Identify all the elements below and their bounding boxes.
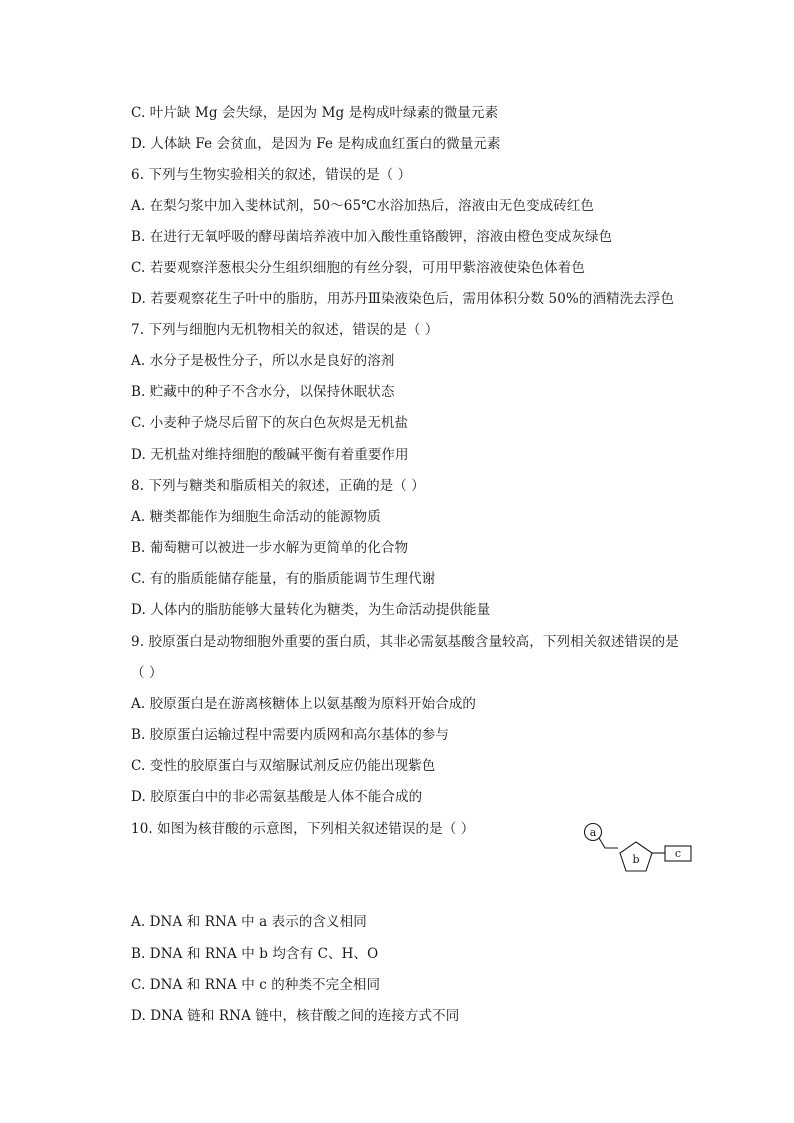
label-b: b: [632, 853, 640, 866]
q10-option-b: B. DNA 和 RNA 中 b 均含有 C、H、O: [131, 946, 379, 962]
label-c: c: [674, 847, 682, 860]
q9-option-d: D. 胶原蛋白中的非必需氨基酸是人体不能合成的: [131, 789, 423, 805]
q6-option-c: C. 若要观察洋葱根尖分生组织细胞的有丝分裂，可用甲紫溶液使染色体着色: [131, 260, 585, 276]
q7-stem: 7. 下列与细胞内无机物相关的叙述，错误的是（ ）: [131, 322, 439, 338]
q7-option-c: C. 小麦种子烧尽后留下的灰白色灰烬是无机盐: [131, 415, 409, 431]
phosphate-sugar-bond: [599, 838, 618, 848]
q8-option-b: B. 葡萄糖可以被进一步水解为更简单的化合物: [131, 540, 409, 556]
q7-option-a: A. 水分子是极性分子，所以水是良好的溶剂: [131, 353, 395, 369]
q9-option-a: A. 胶原蛋白是在游离核糖体上以氨基酸为原料开始合成的: [131, 696, 477, 712]
q10-option-c: C. DNA 和 RNA 中 c 的种类不完全相同: [131, 977, 381, 993]
q9-stem-bracket: （ ）: [131, 665, 163, 681]
q8-option-c: C. 有的脂质能储存能量，有的脂质能调节生理代谢: [131, 571, 436, 587]
nucleotide-diagram: [578, 818, 696, 876]
q5-option-d: D. 人体缺 Fe 会贫血，是因为 Fe 是构成血红蛋白的微量元素: [131, 136, 501, 152]
q6-option-b: B. 在进行无氧呼吸的酵母菌培养液中加入酸性重铬酸钾，溶液由橙色变成灰绿色: [131, 229, 613, 245]
q6-stem: 6. 下列与生物实验相关的叙述，错误的是（ ）: [131, 167, 412, 183]
q9-option-c: C. 变性的胶原蛋白与双缩脲试剂反应仍能出现紫色: [131, 758, 436, 774]
label-a: a: [589, 826, 597, 839]
q9-option-b: B. 胶原蛋白运输过程中需要内质网和高尔基体的参与: [131, 727, 450, 743]
q6-option-d: D. 若要观察花生子叶中的脂肪，用苏丹Ⅲ染液染色后，需用体积分数 50%的酒精洗去浮色: [131, 291, 675, 307]
q6-option-a: A. 在梨匀浆中加入斐林试剂，50～65℃水浴加热后，溶液由无色变成砖红色: [131, 198, 594, 214]
q8-option-a: A. 糖类都能作为细胞生命活动的能源物质: [131, 509, 381, 525]
q5-option-c: C. 叶片缺 Mg 会失绿，是因为 Mg 是构成叶绿素的微量元素: [131, 105, 499, 121]
q10-option-a: A. DNA 和 RNA 中 a 表示的含义相同: [131, 914, 367, 930]
q8-option-d: D. 人体内的脂肪能够大量转化为糖类，为生命活动提供能量: [131, 602, 491, 618]
q7-option-d: D. 无机盐对维持细胞的酸碱平衡有着重要作用: [131, 447, 409, 463]
q7-option-b: B. 贮藏中的种子不含水分，以保持休眠状态: [131, 384, 395, 400]
q10-option-d: D. DNA 链和 RNA 链中，核苷酸之间的连接方式不同: [131, 1008, 460, 1024]
q8-stem: 8. 下列与糖类和脂质相关的叙述，正确的是（ ）: [131, 478, 425, 494]
q10-stem: 10. 如图为核苷酸的示意图，下列相关叙述错误的是（ ）: [131, 821, 475, 837]
q9-stem: 9. 胶原蛋白是动物细胞外重要的蛋白质，其非必需氨基酸含量较高，下列相关叙述错误的是: [131, 634, 679, 650]
